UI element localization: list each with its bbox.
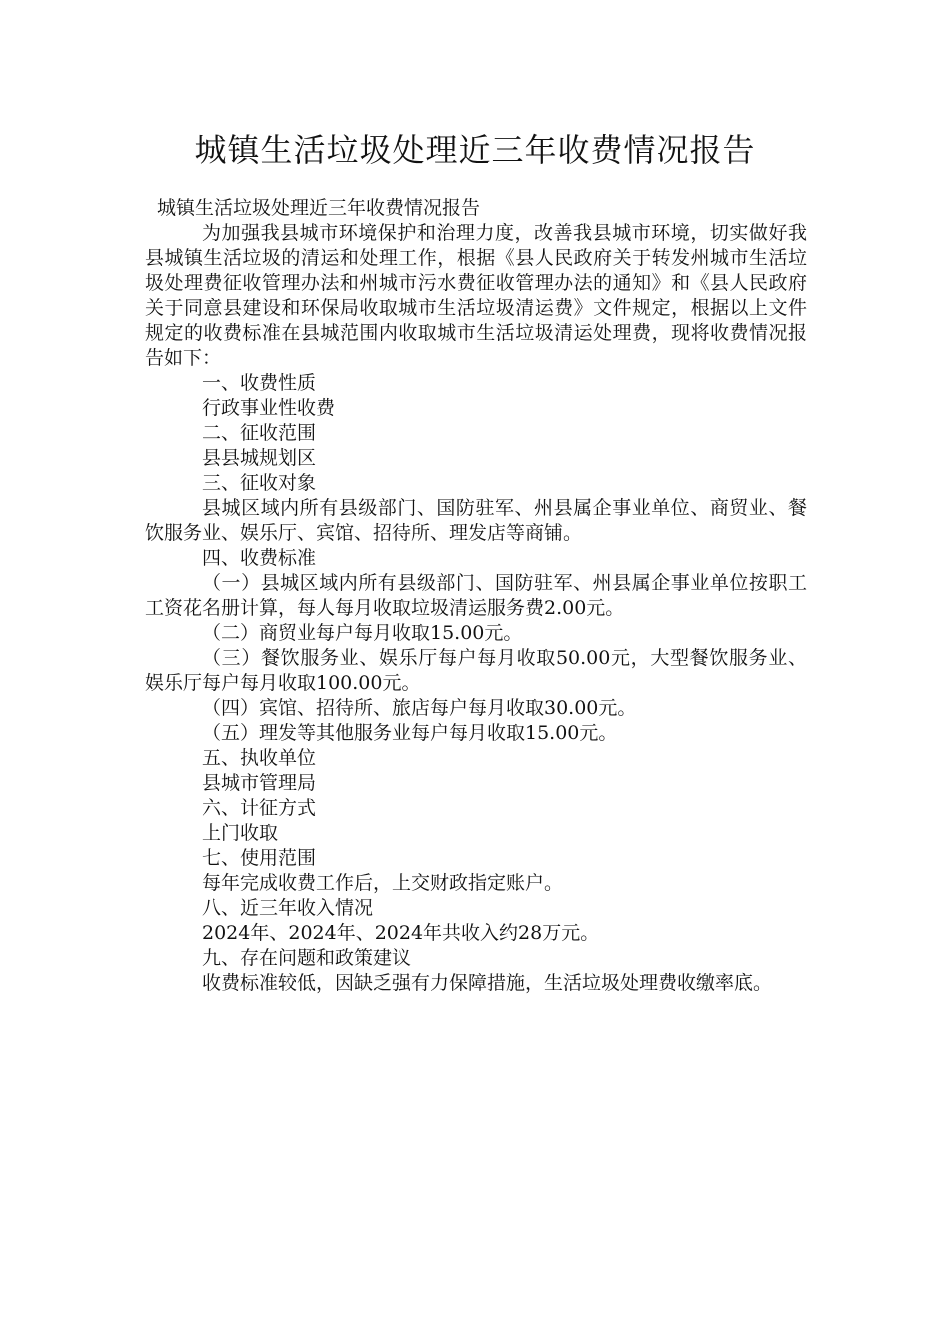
section-text-unit: 县城市管理局 <box>202 772 317 794</box>
standard-item-4: （四）宾馆、招待所、旅店每户每月收取30.00元。 <box>202 697 637 719</box>
standard-item-5: （五）理发等其他服务业每户每月收取15.00元。 <box>202 722 618 744</box>
standard-item-3: （三）餐饮服务业、娱乐厅每户每月收取50.00元，大型餐饮服务业、娱乐厅每户每月收取100.00元。 <box>145 647 807 694</box>
document-title: 城镇生活垃圾处理近三年收费情况报告 <box>194 131 756 169</box>
document-subtitle: 城镇生活垃圾处理近三年收费情况报告 <box>157 197 481 219</box>
document-body <box>145 196 807 996</box>
section-text-method: 上门收取 <box>202 822 279 844</box>
section-heading-standards: 四、收费标准 <box>202 547 317 569</box>
section-heading-problems: 九、存在问题和政策建议 <box>202 947 412 969</box>
section-heading-objects: 三、征收对象 <box>202 472 317 494</box>
intro-paragraph: 为加强我县城市环境保护和治理力度，改善我县城市环境，切实做好我县城镇生活垃圾的清运和处理工作，根据《县人民政府关于转发州城市生活垃圾处理费征收管理办法和州城市污水费征收管理办法的通知》和《县人民政府关于同意县建设和环保局收取城市生活垃圾清运费》文件规定，根据以上文件规定的收费标准在县城范围内收取城市生活垃圾清运处理费，现将收费情况报告如下： <box>145 222 807 369</box>
section-text-scope: 县县城规划区 <box>202 447 317 469</box>
section-text-objects: 县城区域内所有县级部门、国防驻军、州县属企事业单位、商贸业、餐饮服务业、娱乐厅、宾馆、招待所、理发店等商铺。 <box>145 497 807 544</box>
section-text-usage: 每年完成收费工作后，上交财政指定账户。 <box>202 872 564 894</box>
section-text-nature: 行政事业性收费 <box>202 397 336 419</box>
section-text-problems: 收费标准较低，因缺乏强有力保障措施，生活垃圾处理费收缴率底。 <box>202 972 773 994</box>
section-heading-method: 六、计征方式 <box>202 797 317 819</box>
section-heading-income: 八、近三年收入情况 <box>202 897 374 919</box>
standard-item-1: （一）县城区域内所有县级部门、国防驻军、州县属企事业单位按职工工资花名册计算，每人每月收取垃圾清运服务费2.00元。 <box>145 572 807 619</box>
section-text-income: 2024年、2024年、2024年共收入约28万元。 <box>202 922 600 944</box>
section-heading-nature: 一、收费性质 <box>202 372 317 394</box>
standard-item-2: （二）商贸业每户每月收取15.00元。 <box>202 622 523 644</box>
section-heading-usage: 七、使用范围 <box>202 847 317 869</box>
section-heading-unit: 五、执收单位 <box>202 747 317 769</box>
section-heading-scope: 二、征收范围 <box>202 422 317 444</box>
